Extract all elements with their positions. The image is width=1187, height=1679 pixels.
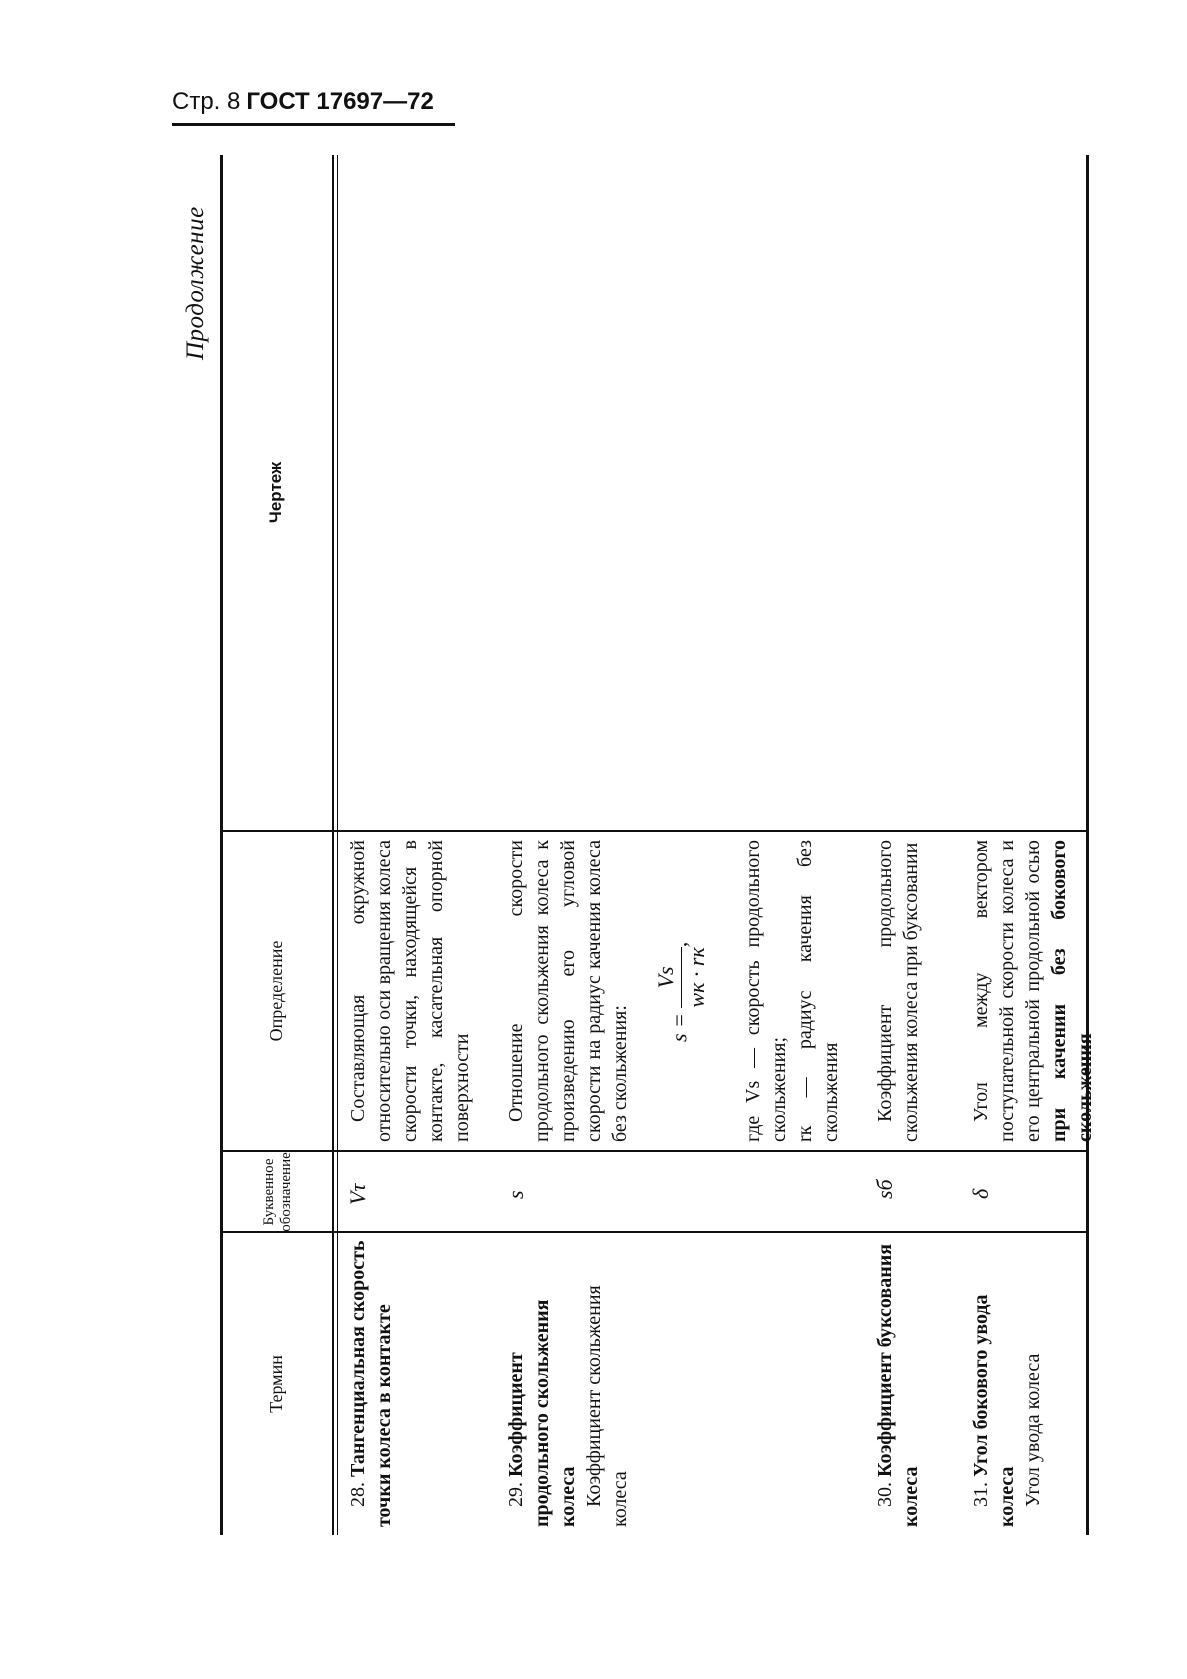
term-title: Коэффициент буксования колеса (874, 1243, 922, 1527)
rotated-page (170, 85, 1096, 1535)
term-number: 31. (970, 1482, 992, 1507)
symbol-30: sб (872, 1179, 897, 1199)
terms-table (220, 155, 1096, 1535)
column-header-drawing: Чертеж (266, 461, 285, 524)
term-30 (872, 1237, 924, 1527)
formula-denominator: wк · rк (684, 947, 709, 1008)
definition-31 (968, 840, 1098, 1142)
term-synonym: Угол увода колеса (1022, 1353, 1044, 1507)
divider-definition-drawing (220, 830, 1089, 832)
term-number: 30. (874, 1482, 896, 1507)
term-title: Коэффициент продольного скольжения колеса (505, 1299, 579, 1527)
term-number: 28. (347, 1482, 369, 1507)
header-separator-rule (332, 155, 334, 1535)
formula-fraction (653, 947, 710, 1007)
continuation-label: Продолжение (182, 206, 209, 360)
formula-29 (653, 942, 710, 1042)
definition-28: Составляющая окружной относительно оси вращения колеса скорости точки, находящейся в контакте, касательная опорной поверхности (347, 840, 473, 1142)
term-title: Тангенциальная скорость точки колеса в контакте (347, 1240, 395, 1527)
column-header-term: Термин (266, 1355, 286, 1413)
term-28 (345, 1237, 397, 1527)
definition-30: Коэффициент продольного скольжения колеса при буксовании (874, 840, 922, 1142)
definition-29: Отношение скорости продольного скольжения колеса к произведению его угловой скорости на радиус качения колеса без скольжения: (505, 840, 631, 1142)
standard-number: ГОСТ 17697—72 (246, 88, 434, 115)
where-29-a: где Vs — скорость продольного скольжения; (742, 840, 790, 1142)
symbol-28: Vτ (345, 1183, 370, 1205)
header-separator-rule-2 (337, 155, 338, 1535)
divider-term-symbol (220, 1232, 1089, 1234)
definition-text: Угол между вектором поступательной скорости колеса и его центральной продольной осью (970, 840, 1044, 1142)
formula-lhs: s = (666, 1013, 692, 1042)
formula-tail: , (666, 941, 692, 948)
column-header-symbol: Буквенное обозначение (261, 1152, 294, 1232)
term-title: Угол бокового увода колеса (970, 1294, 1018, 1527)
formula-numerator: Vs (653, 947, 682, 1007)
where-29-b: rк — радиус качения без скольжения (794, 840, 842, 1142)
symbol-29: s (503, 1190, 528, 1199)
page-number: Стр. 8 (172, 88, 241, 115)
definition-bold-text: при качении без бокового скольжения (1048, 840, 1096, 1142)
column-header-definition: Определение (266, 940, 286, 1042)
term-number: 29. (505, 1482, 527, 1507)
term-31 (968, 1237, 1046, 1527)
symbol-31: δ (968, 1188, 993, 1199)
term-synonym: Коэффициент скольжения колеса (583, 1285, 631, 1527)
term-29 (503, 1237, 633, 1527)
divider-symbol-definition (220, 1151, 1089, 1153)
